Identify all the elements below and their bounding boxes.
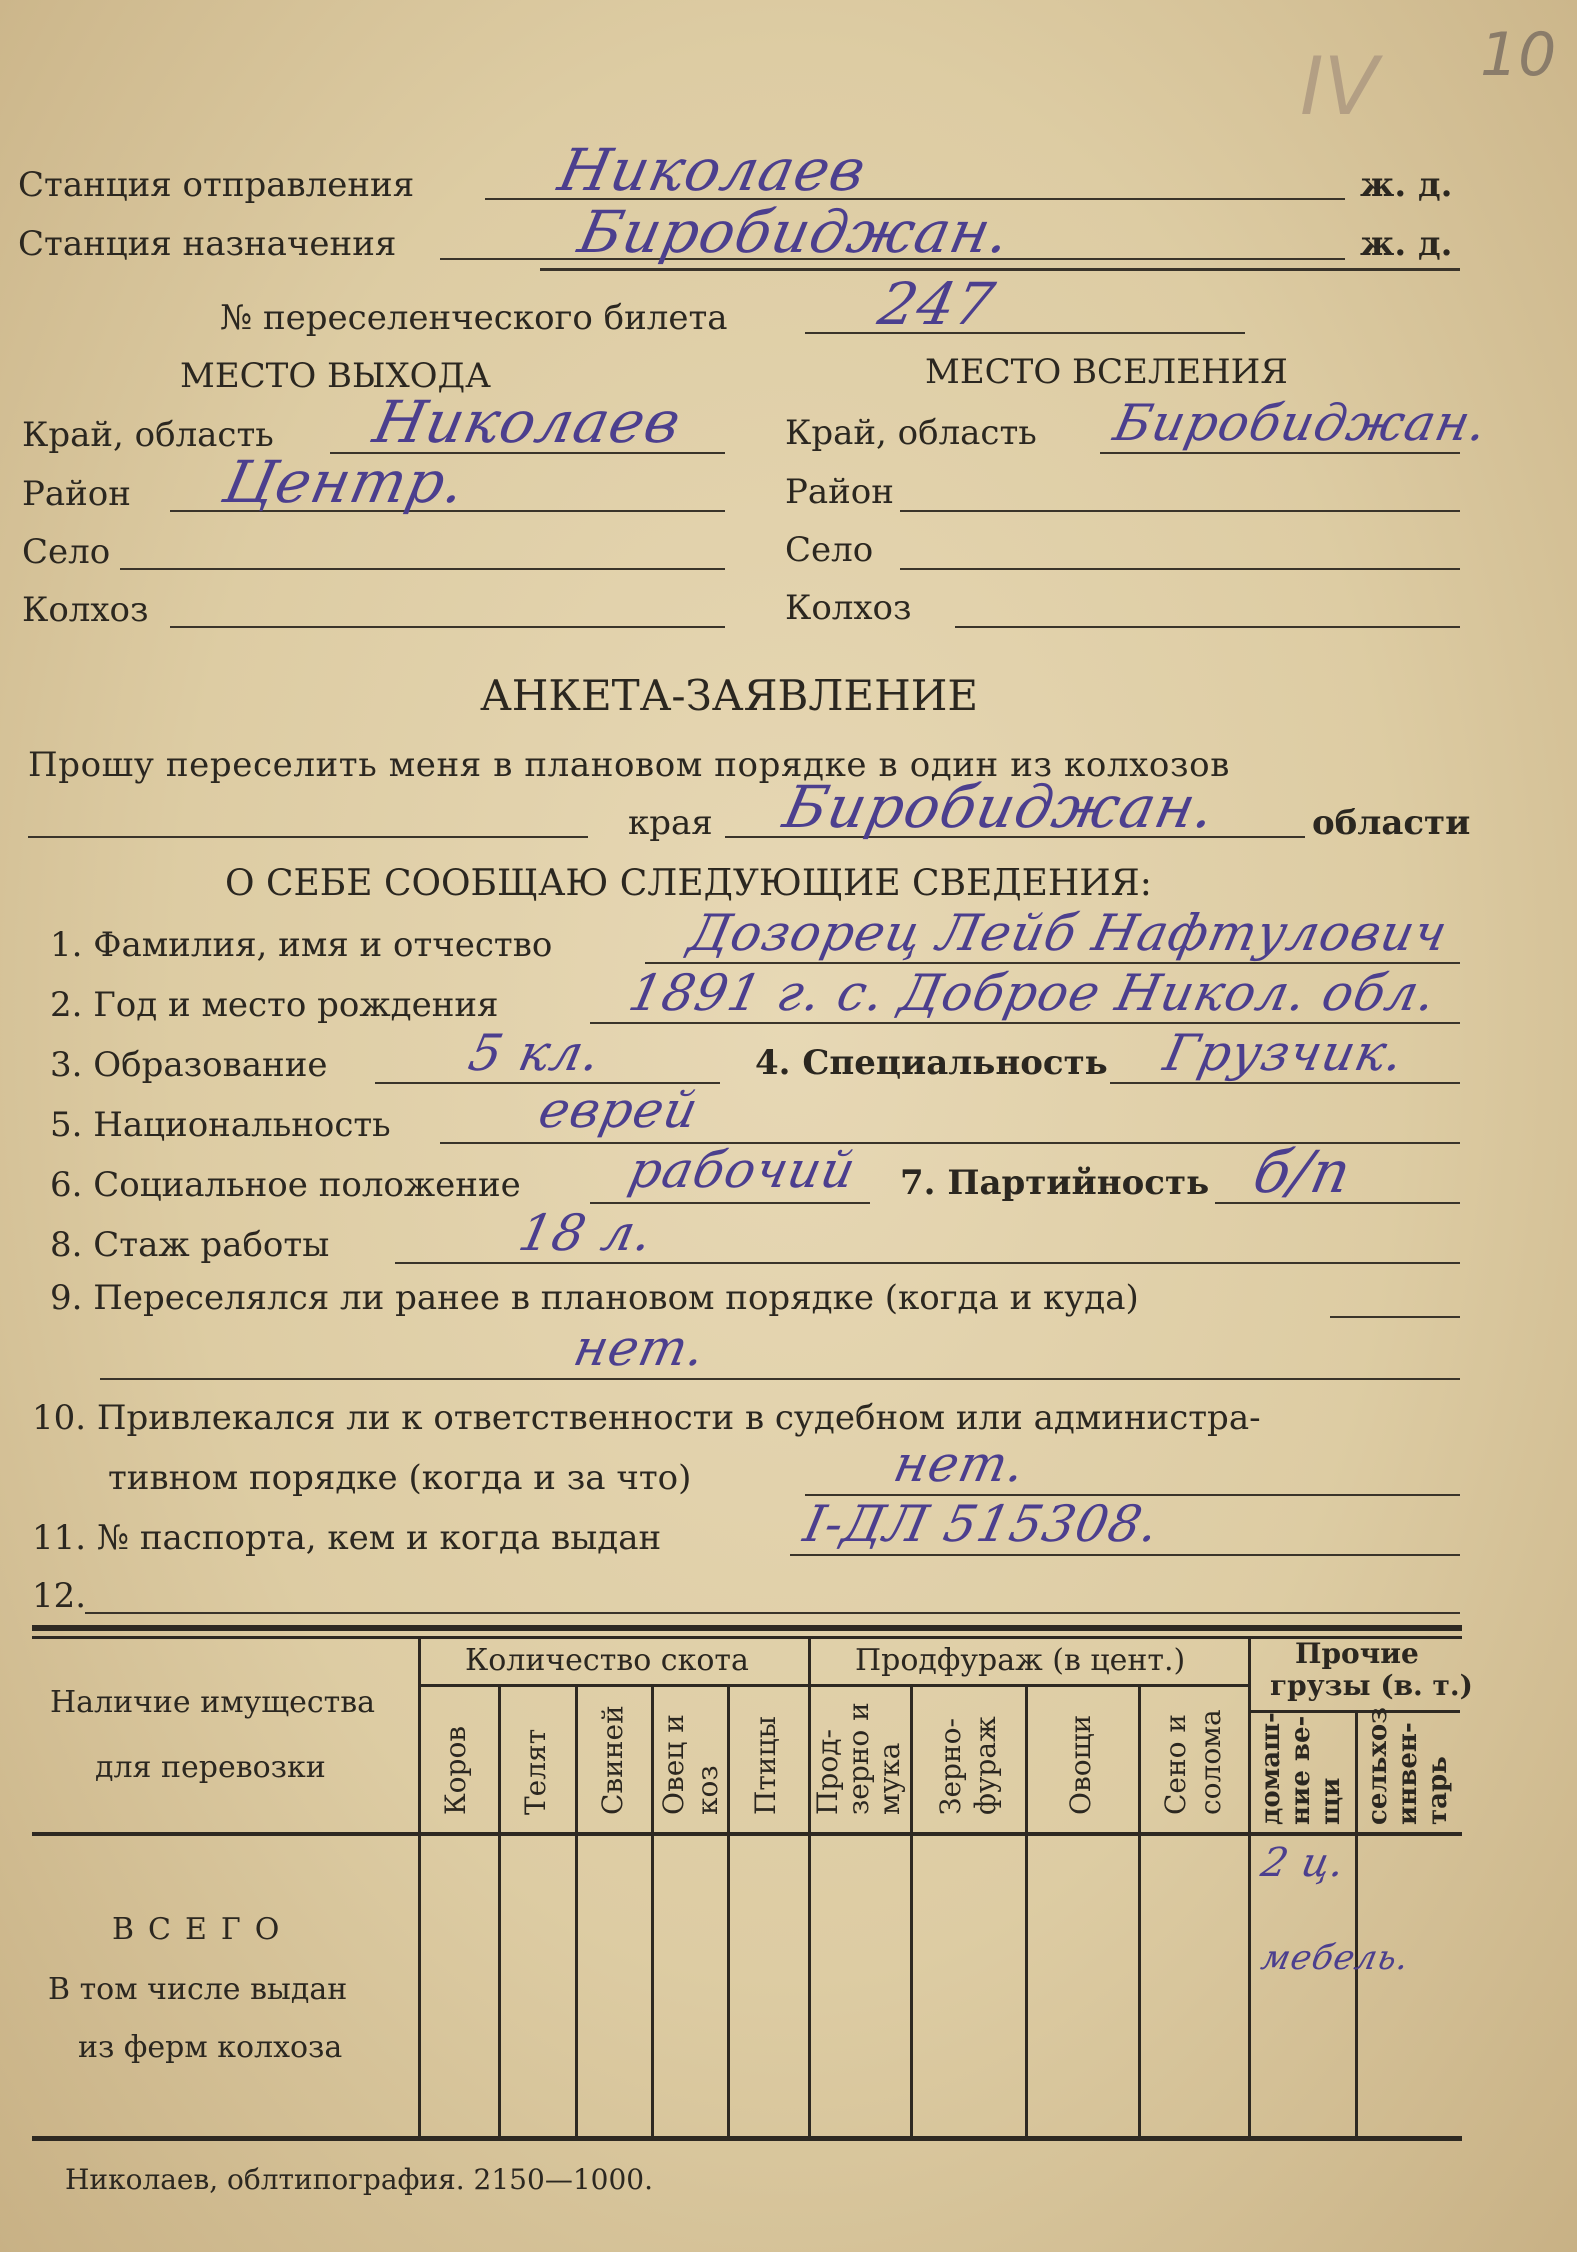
printer-imprint: Николаев, облтипография. 2150—1000.: [65, 2163, 653, 2196]
departure-rail-suffix: ж. д.: [1360, 165, 1453, 205]
settlement-district-line: [900, 510, 1460, 512]
oblast-line: [28, 836, 588, 838]
field-2-value: 1891 г. с. Доброе Никол. обл.: [623, 964, 1442, 1022]
field-8-line: [395, 1262, 1460, 1264]
field-2-label: 2. Год и место рождения: [50, 985, 499, 1025]
issued-label-2: из ферм колхоза: [78, 2030, 343, 2065]
settlement-village-line: [900, 568, 1460, 570]
field-9-line-1: [1330, 1316, 1460, 1318]
col-feed-2: фураж: [969, 1716, 1002, 1815]
field-10-value: нет.: [888, 1435, 1032, 1493]
field-10-label-2: тивном порядке (когда и за что): [108, 1458, 692, 1498]
field-9-line-2: [100, 1378, 1460, 1380]
col-hay-2: солома: [1194, 1709, 1227, 1815]
col-grain-3: мука: [873, 1742, 906, 1815]
field-6-value: рабочий: [623, 1141, 862, 1199]
col-pigs: Свиней: [596, 1705, 629, 1815]
field-1-label: 1. Фамилия, имя и отчество: [50, 925, 553, 965]
settlement-district-label: Район: [785, 472, 894, 512]
table-top-border: [32, 1625, 1462, 1631]
field-9-label: 9. Переселялся ли ранее в плановом порядке (когда и куда): [50, 1278, 1139, 1318]
origin-village-line: [120, 568, 725, 570]
col-birds: Птицы: [749, 1716, 782, 1815]
col-divider-8: [1138, 1685, 1141, 2138]
fodder-group-line: [808, 1684, 1248, 1687]
field-1-value: Дозорец Лейб Нафтулович: [683, 904, 1453, 962]
field-6-label: 6. Социальное положение: [50, 1165, 521, 1205]
field-9-value: нет.: [568, 1319, 712, 1377]
field-12-line: [85, 1612, 1460, 1614]
group-livestock-header: Количество скота: [465, 1643, 749, 1678]
col-divider-7: [1025, 1685, 1028, 2138]
group-other-header-1: Прочие: [1295, 1637, 1419, 1670]
col-calves: Телят: [519, 1728, 552, 1815]
field-5-value: еврей: [533, 1081, 704, 1139]
ticket-line: [805, 332, 1245, 334]
settlement-kolkhoz-label: Колхоз: [785, 588, 912, 628]
field-4-value: Грузчик.: [1158, 1024, 1410, 1082]
origin-kolkhoz-line: [170, 626, 725, 628]
col-farm-2: инвен-: [1393, 1722, 1423, 1825]
col-divider-group-2: [808, 1638, 811, 2138]
total-label: ВСЕГО: [112, 1912, 294, 1947]
field-11-line: [790, 1554, 1460, 1556]
field-8-label: 8. Стаж работы: [50, 1225, 330, 1265]
destination-label: Станция назначения: [18, 224, 397, 264]
origin-village-label: Село: [22, 532, 111, 572]
oblasti-label: области: [1312, 803, 1471, 843]
settlement-region-value: Биробиджан.: [1108, 394, 1494, 452]
col-feed-1: Зерно-: [934, 1718, 967, 1815]
settlement-region-label: Край, область: [785, 413, 1037, 453]
origin-kolkhoz-label: Колхоз: [22, 590, 149, 630]
field-5-label: 5. Национальность: [50, 1105, 391, 1145]
destination-value: Биробиджан.: [572, 198, 1017, 266]
field-10-label-1: 10. Привлекался ли к ответственности в судебном или администра-: [32, 1398, 1261, 1438]
departure-value: Николаев: [552, 136, 873, 204]
col-home-2: ние ве-: [1286, 1715, 1316, 1825]
col-sheep-1: Овец и: [657, 1714, 690, 1815]
col-divider-6: [910, 1685, 913, 2138]
group-fodder-header: Продфураж (в цент.): [855, 1643, 1186, 1678]
field-4-line: [1110, 1082, 1460, 1084]
table-row-header-2: для перевозки: [95, 1750, 326, 1785]
settlement-title: МЕСТО ВСЕЛЕНИЯ: [925, 352, 1288, 392]
field-11-label: 11. № паспорта, кем и когда выдан: [32, 1518, 662, 1558]
section-title: О СЕБЕ СООБЩАЮ СЛЕДУЮЩИЕ СВЕДЕНИЯ:: [225, 863, 1152, 904]
request-text: Прошу переселить меня в плановом порядке в один из колхозов: [28, 745, 1230, 785]
col-divider-4: [727, 1685, 730, 2138]
col-hay-1: Сено и: [1159, 1713, 1192, 1815]
group-other-header-2: грузы (в. т.): [1270, 1669, 1473, 1702]
col-divider-group-3: [1248, 1638, 1251, 2138]
settlement-region-line: [1100, 452, 1460, 454]
col-divider-10: [1355, 1712, 1358, 2138]
page-number: 10: [1480, 20, 1557, 90]
origin-region-label: Край, область: [22, 415, 274, 455]
livestock-group-line: [418, 1684, 808, 1687]
field-11-value: I-ДЛ 515308.: [798, 1495, 1165, 1553]
col-divider-3: [651, 1685, 654, 2138]
col-divider-1: [498, 1685, 501, 2138]
field-3-value: 5 кл.: [463, 1024, 607, 1082]
departure-label: Станция отправления: [18, 165, 415, 205]
col-divider-main: [418, 1638, 421, 2138]
col-farm-3: тарь: [1423, 1756, 1453, 1825]
origin-title: МЕСТО ВЫХОДА: [180, 356, 491, 396]
home-goods-type: мебель.: [1257, 1938, 1414, 1978]
destination-rail-suffix: ж. д.: [1360, 224, 1453, 264]
settlement-kolkhoz-line: [955, 626, 1460, 628]
field-7-value: б/п: [1247, 1138, 1358, 1206]
origin-region-value: Николаев: [367, 388, 688, 456]
settlement-village-label: Село: [785, 530, 874, 570]
field-7-label: 7. Партийность: [900, 1163, 1210, 1203]
ticket-value: 247: [872, 270, 1001, 338]
pencil-mark: IV: [1300, 40, 1379, 133]
col-sheep-2: коз: [691, 1765, 724, 1815]
col-divider-2: [575, 1685, 578, 2138]
ticket-label: № переселенческого билета: [220, 298, 728, 338]
origin-district-label: Район: [22, 474, 131, 514]
col-grain-1: Прод-: [811, 1729, 844, 1815]
field-4-label: 4. Специальность: [755, 1043, 1108, 1083]
col-grain-2: зерно и: [842, 1702, 875, 1815]
field-8-value: 18 л.: [513, 1204, 659, 1262]
col-home-3: щи: [1316, 1777, 1346, 1825]
col-farm-1: сельхоз: [1363, 1707, 1393, 1825]
kraya-value: Биробиджан.: [777, 773, 1222, 841]
home-goods-amount: 2 ц.: [1257, 1840, 1350, 1886]
form-title: АНКЕТА-ЗАЯВЛЕНИЕ: [480, 671, 978, 720]
col-vegetables: Овощи: [1064, 1714, 1097, 1815]
col-home-1: домаш-: [1256, 1712, 1286, 1825]
col-cows: Коров: [439, 1725, 472, 1815]
table-row-header-1: Наличие имущества: [50, 1685, 376, 1720]
field-3-label: 3. Образование: [50, 1045, 328, 1085]
kraya-label: края: [628, 803, 713, 843]
origin-district-value: Центр.: [217, 448, 472, 516]
field-12-label: 12.: [32, 1576, 87, 1616]
issued-label-1: В том числе выдан: [48, 1972, 348, 2007]
